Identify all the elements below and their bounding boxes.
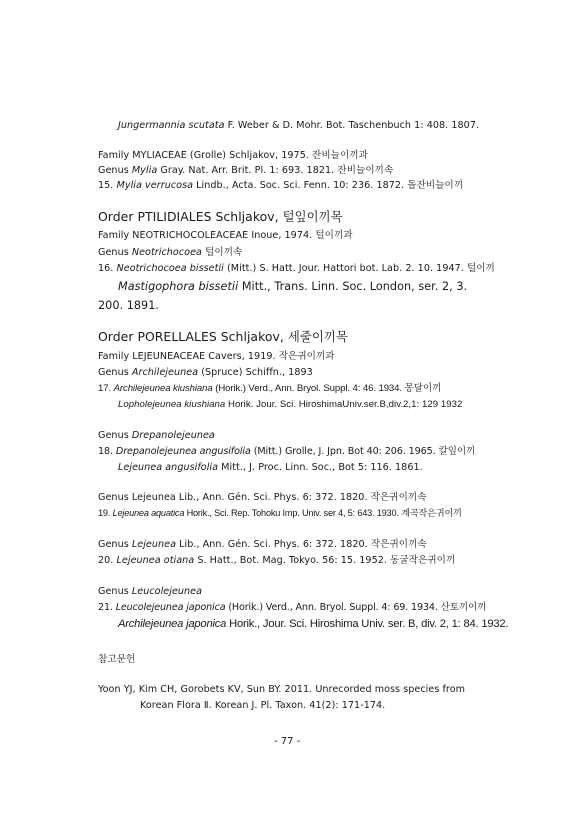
synonym-entry: Lejeunea angusifolia Mitt., J. Proc. Linn. Soc., Bot 5: 116. 1861. [118,462,423,473]
page-number: - 77 - [274,736,301,747]
genus-name: Mylia [131,165,158,176]
species-name: Neotrichocoea bissetii [116,263,224,274]
species-entry: 18. Drepanolejeunea angusifolia (Mitt.) Grolle, J. Jpn. Bot 40: 206. 1965. 칼잎이끼 [98,446,476,457]
family-line: Family MYLIACEAE (Grolle) Schljakov, 1975. 잔비늘이끼과 [98,150,368,161]
order-heading: Order PORELLALES Schljakov, 세줄이끼목 [98,329,348,344]
species-entry: 17. Archilejeunea kiushiana (Horik.) Verd., Ann. Bryol. Suppl. 4: 46. 1934. 몽달이끼 [98,383,442,394]
genus-line: Genus Lejeunea Lib., Ann. Gén. Sci. Phys. 6: 372. 1820. 작은귀이끼속 [98,492,427,503]
synonym-entry: Archilejeunea japonica Horik., Jour. Sci. Hiroshima Univ. ser. B, div. 2, 1: 84. 1932. [118,618,509,630]
family-line: Family LEJEUNEACEAE Cavers, 1919. 작은귀이끼과 [98,351,335,362]
text-line: Jungermannia scutata F. Weber & D. Mohr. Bot. Taschenbuch 1: 408. 1807. [118,120,480,131]
synonym-entry: Mastigophora bissetii Mitt., Trans. Linn. Soc. London, ser. 2, 3. 200. 1891. [98,280,468,312]
genus-name: Neotrichocoea [131,247,202,258]
species-entry: 19. Lejeunea aquatica Horik., Sci. Rep. Tohoku Imp. Univ. ser 4, 5: 643. 1930. 계곡작은귀이끼 [98,508,462,518]
references-heading: 참고문헌 [98,654,136,665]
species-entry: 20. Lejeunea otiana S. Hatt., Bot. Mag. Tokyo. 56: 15. 1952. 동굴작은귀이끼 [98,555,456,566]
species-entry: 15. Mylia verrucosa Lindb., Acta. Soc. Sci. Fenn. 10: 236. 1872. 돌잔비늘이끼 [98,180,464,191]
synonym-name: Archilejeunea japonica [118,618,227,630]
genus-name: Drepanolejeunea [131,430,215,441]
species-name: Mylia verrucosa [116,180,194,191]
synonym-name: Lejeunea angusifolia [118,462,219,473]
genus-name: Lejeunea [131,539,177,550]
synonym-name: Lopholejeunea kiushiana [118,399,226,410]
species-name: Archilejeunea kiushiana [113,383,213,394]
genus-name: Leucolejeunea [131,586,203,597]
genus-line: Genus Lejeunea Lib., Ann. Gén. Sci. Phys. 6: 372. 1820. 작은귀이끼속 [98,539,427,550]
genus-name: Archilejeunea [131,367,199,378]
genus-line: Genus Archilejeunea (Spruce) Schiffn., 1893 [98,367,313,378]
reference-entry: Yoon YJ, Kim CH, Gorobets KV, Sun BY. 2011. Unrecorded moss species from [98,684,466,695]
species-name: Jungermannia scutata [118,120,225,131]
genus-line: Genus Drepanolejeunea [98,430,215,441]
genus-line: Genus Mylia Gray. Nat. Arr. Brit. Pl. 1: 693. 1821. 잔비늘이끼속 [98,165,394,176]
species-name: Lejeunea otiana [116,555,195,566]
genus-line: Genus Neotrichocoea 털이끼속 [98,247,243,258]
synonym-entry: Lopholejeunea kiushiana Horik. Jour. Sci. HiroshimaUniv.ser.B,div.2,1: 129 1932 [118,399,463,410]
family-line: Family NEOTRICHOCOLEACEAE Inoue, 1974. 털이끼과 [98,230,353,241]
species-entry: 16. Neotrichocoea bissetii (Mitt.) S. Hatt. Jour. Hattori bot. Lab. 2. 10. 1947. 털이끼 [98,263,495,274]
species-name: Lejeunea aquatica [112,508,185,518]
species-name: Leucolejeunea japonica [115,602,226,613]
reference-entry-continuation: Korean Flora Ⅱ. Korean J. Pl. Taxon. 41(2): 171-174. [140,700,386,711]
synonym-name: Mastigophora bissetii [118,280,239,293]
species-name: Drepanolejeunea angusifolia [115,446,251,457]
species-entry: 21. Leucolejeunea japonica (Horik.) Verd., Ann. Bryol. Suppl. 4: 69. 1934. 산토끼이끼 [98,602,487,613]
genus-line: Genus Leucolejeunea [98,586,203,597]
order-heading: Order PTILIDIALES Schljakov, 털잎이끼목 [98,209,343,224]
